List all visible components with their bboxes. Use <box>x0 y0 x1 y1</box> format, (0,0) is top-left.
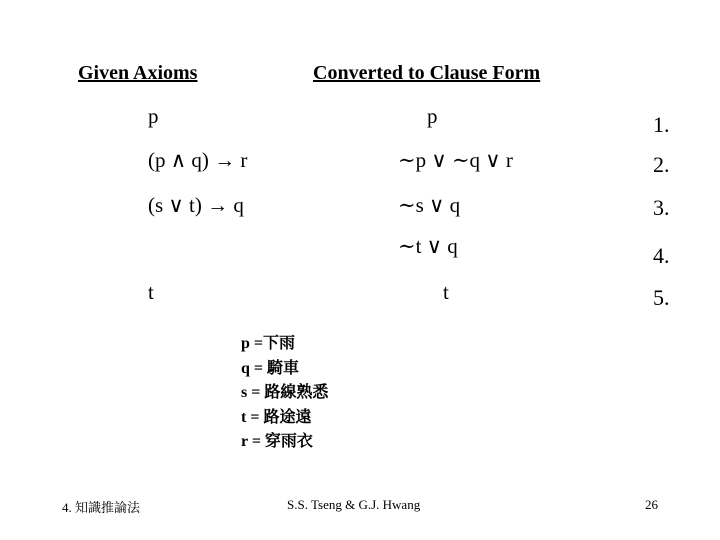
clause-number-4: 4. <box>653 243 670 268</box>
footer-chapter: 4. 知識推論法 <box>62 500 141 515</box>
legend-item-s: s = 路線熟悉 <box>241 384 329 401</box>
clause-4: ∼t ∨ q <box>398 234 458 258</box>
variable-legend <box>241 332 328 455</box>
clause-number-5: 5. <box>653 285 670 310</box>
given-axioms-header: Given Axioms <box>78 62 198 84</box>
clause-number-2: 2. <box>653 152 670 177</box>
clause-form-header: Converted to Clause Form <box>313 62 541 84</box>
given-axiom-1: p <box>148 104 159 128</box>
given-axiom-4: t <box>148 280 154 304</box>
legend-item-r: r = 穿雨衣 <box>241 433 313 450</box>
given-axiom-2: (p ∧ q) → r <box>148 148 248 172</box>
legend-item-t: t = 路途遠 <box>241 408 312 426</box>
footer-authors: S.S. Tseng & G.J. Hwang <box>287 497 421 512</box>
footer-page-number: 26 <box>645 497 658 512</box>
clause-1: p <box>427 104 438 128</box>
clause-number-3: 3. <box>653 195 670 220</box>
clause-2: ∼p ∨ ∼q ∨ r <box>398 148 513 172</box>
clause-number-1: 1. <box>653 112 670 137</box>
legend-item-q: q = 騎車 <box>241 359 300 377</box>
clause-5: t <box>443 280 449 304</box>
given-axiom-3: (s ∨ t) → q <box>148 193 244 217</box>
clause-3: ∼s ∨ q <box>398 193 461 217</box>
legend-item-p: p =下雨 <box>241 335 296 352</box>
